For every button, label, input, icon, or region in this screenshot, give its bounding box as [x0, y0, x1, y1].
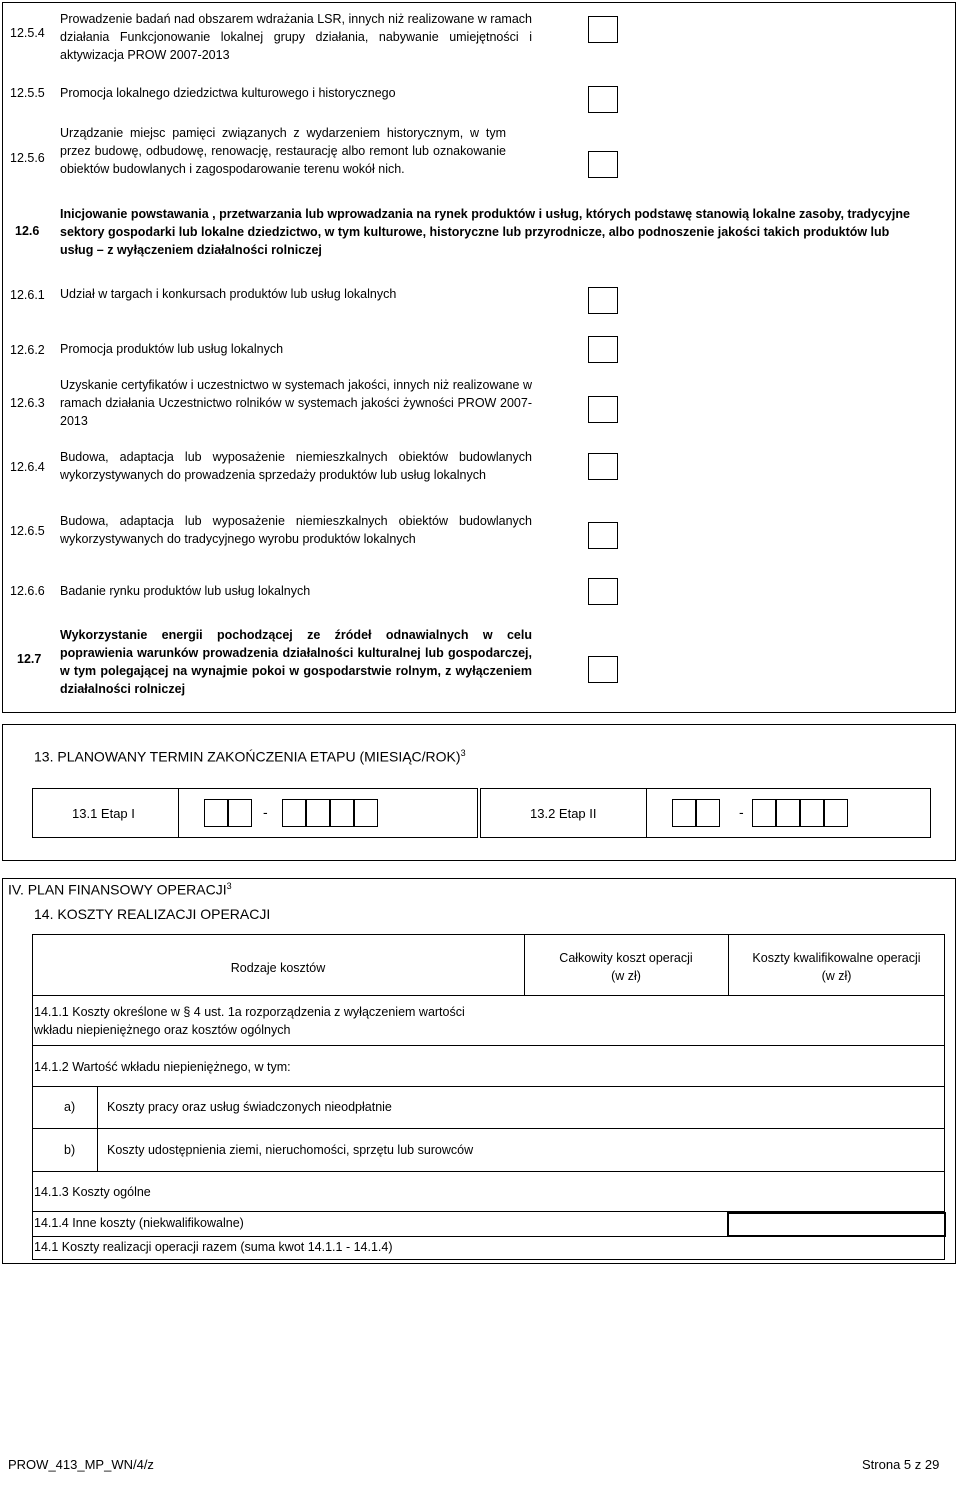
row-14-1-1-label: 14.1.1 Koszty określone w § 4 ust. 1a rozporządzenia z wyłączeniem wartości wkładu niepieniężnego oraz kosztów ogólnych: [34, 1005, 465, 1037]
etap-1-year-digit-2[interactable]: [306, 799, 330, 827]
etap-2-month-digit-2[interactable]: [696, 799, 720, 827]
row-14-1-4-qualified-cell[interactable]: [727, 1212, 946, 1237]
col-divider: [97, 1128, 98, 1172]
checkbox-12-7[interactable]: [588, 656, 618, 683]
section-14-title: 14. KOSZTY REALIZACJI OPERACJI: [34, 906, 271, 922]
etap-2-year-digit-3[interactable]: [800, 799, 824, 827]
etap-1-year-digit-3[interactable]: [330, 799, 354, 827]
table-row: [32, 1171, 945, 1212]
row-code: 12.6.3: [10, 396, 45, 410]
header-total-cost-unit: (w zł): [611, 969, 641, 983]
row-description: Budowa, adaptacja lub wyposażenie niemieszkalnych obiektów budowlanych wykorzystywanych do prowadzenia sprzedaży produktów lub usług lokalnych: [60, 450, 532, 482]
row-description: Budowa, adaptacja lub wyposażenie niemieszkalnych obiektów budowlanych wykorzystywanych do tradycyjnego wyrobu produktów lokalnych: [60, 514, 532, 546]
checkbox-12-6-3[interactable]: [588, 396, 618, 423]
row-description: Urządzanie miejsc pamięci związanych z wydarzeniem historycznym, w tym przez budowę, odbudowę, renowację, restaurację albo remont lub oznakowanie obiektów budowlanych i zagospodarowanie terenu wokół nich.: [60, 126, 506, 176]
row-code: 12.5.6: [10, 151, 45, 165]
row-description: Inicjowanie powstawania , przetwarzania lub wprowadzania na rynek produktów i usług, których podstawę stanowią lokalne zasoby, tradycyjne sektory gospodarki lub lokalne dziedzictwo, w tym kulturowe, historyczne lub przyrodnicze, albo podnoszenie jakości takich produktów lub usług – z wyłączeniem działalności rolniczej: [60, 207, 910, 257]
row-code: 12.6: [15, 224, 40, 238]
etap-1-year-digit-1[interactable]: [282, 799, 306, 827]
row-code: 12.5.4: [10, 26, 45, 40]
row-description: Promocja produktów lub usług lokalnych: [60, 342, 284, 356]
checkbox-12-5-4[interactable]: [588, 16, 618, 43]
checkbox-12-6-1[interactable]: [588, 287, 618, 314]
checkbox-12-6-5[interactable]: [588, 522, 618, 549]
etap-1-dash: -: [263, 804, 268, 820]
left-border: [2, 2, 3, 713]
section-bottom-border: [2, 712, 956, 713]
etap-2-label: 13.2 Etap II: [530, 806, 597, 821]
header-cost-kind: Rodzaje kosztów: [230, 961, 326, 975]
etap-1-label: 13.1 Etap I: [72, 806, 135, 821]
section-13-title: [34, 748, 466, 765]
row-b-label: Koszty udostępnienia ziemi, nieruchomości, sprzętu lub surowców: [107, 1143, 474, 1157]
section-13-title-text: 13. PLANOWANY TERMIN ZAKOŃCZENIA ETAPU (MIESIĄC/ROK): [34, 748, 461, 765]
header-qualified-cost: Koszty kwalifikowalne operacji: [752, 951, 921, 965]
etap-2-divider: [646, 788, 647, 838]
row-14-1-4-label: 14.1.4 Inne koszty (niekwalifikowalne): [34, 1216, 244, 1230]
row-14-1-total-label: 14.1 Koszty realizacji operacji razem (suma kwot 14.1.1 - 14.1.4): [34, 1240, 393, 1254]
etap-2-year-digit-2[interactable]: [776, 799, 800, 827]
row-description: Udział w targach i konkursach produktów lub usług lokalnych: [60, 287, 397, 301]
row-a-letter: a): [64, 1100, 76, 1114]
row-code: 12.5.5: [10, 86, 45, 100]
checkbox-12-6-4[interactable]: [588, 453, 618, 480]
header-total-cost: Całkowity koszt operacji: [559, 951, 693, 965]
row-description: Promocja lokalnego dziedzictwa kulturowego i historycznego: [60, 86, 396, 100]
checkbox-12-5-6[interactable]: [588, 151, 618, 178]
row-a-label: Koszty pracy oraz usług świadczonych nieodpłatnie: [107, 1100, 392, 1114]
header-qualified-cost-unit: (w zł): [821, 969, 852, 983]
etap-2-year-digit-1[interactable]: [752, 799, 776, 827]
row-code: 12.6.5: [10, 524, 45, 538]
etap-1-divider: [178, 788, 179, 838]
footnote-ref: 3: [460, 748, 466, 758]
row-14-1-2-label: 14.1.2 Wartość wkładu niepieniężnego, w tym:: [34, 1060, 291, 1074]
etap-1-month-digit-2[interactable]: [228, 799, 252, 827]
etap-2-dash: -: [739, 804, 744, 820]
footnote-ref: 3: [226, 881, 232, 891]
row-code: 12.6.4: [10, 460, 45, 474]
row-description: Badanie rynku produktów lub usług lokalnych: [60, 584, 311, 598]
row-code: 12.7: [17, 652, 42, 666]
row-code: 12.6.2: [10, 343, 45, 357]
row-code: 12.6.1: [10, 288, 45, 302]
row-description: Uzyskanie certyfikatów i uczestnictwo w systemach jakości, innych niż realizowane w ramach działania Uczestnictwo rolników w systemach jakości żywności PROW 2007-2013: [60, 378, 532, 428]
checkbox-12-6-6[interactable]: [588, 578, 618, 605]
col-divider: [97, 1086, 98, 1129]
etap-2-year-digit-4[interactable]: [824, 799, 848, 827]
checkbox-12-5-5[interactable]: [588, 86, 618, 113]
row-description: Wykorzystanie energii pochodzącej ze źródeł odnawialnych w celu poprawienia warunków prowadzenia działalności kulturalnej lub gospodarczej, w tym polegającej na wynajmie pokoi w gospodarstwie rolnym, z wyłączeniem działalności rolniczej: [60, 628, 532, 696]
row-14-1-3-label: 14.1.3 Koszty ogólne: [34, 1185, 151, 1199]
etap-2-month-digit-1[interactable]: [672, 799, 696, 827]
etap-1-month-digit-1[interactable]: [204, 799, 228, 827]
footer-doc-code: PROW_413_MP_WN/4/z: [8, 1457, 154, 1472]
row-b-letter: b): [64, 1143, 76, 1157]
right-border: [955, 2, 956, 713]
section-iv-title: [8, 881, 232, 898]
checkbox-12-6-2[interactable]: [588, 336, 618, 363]
top-border: [2, 2, 956, 3]
row-description: Prowadzenie badań nad obszarem wdrażania LSR, innych niż realizowane w ramach działania Funkcjonowanie lokalnej grupy działania, nabywanie umiejętności i aktywizacja PROW 2007-2013: [60, 12, 532, 62]
etap-1-year-digit-4[interactable]: [354, 799, 378, 827]
row-code: 12.6.6: [10, 584, 45, 598]
section-iv-title-text: IV. PLAN FINANSOWY OPERACJI: [8, 881, 227, 898]
footer-page-number: Strona 5 z 29: [862, 1457, 940, 1472]
